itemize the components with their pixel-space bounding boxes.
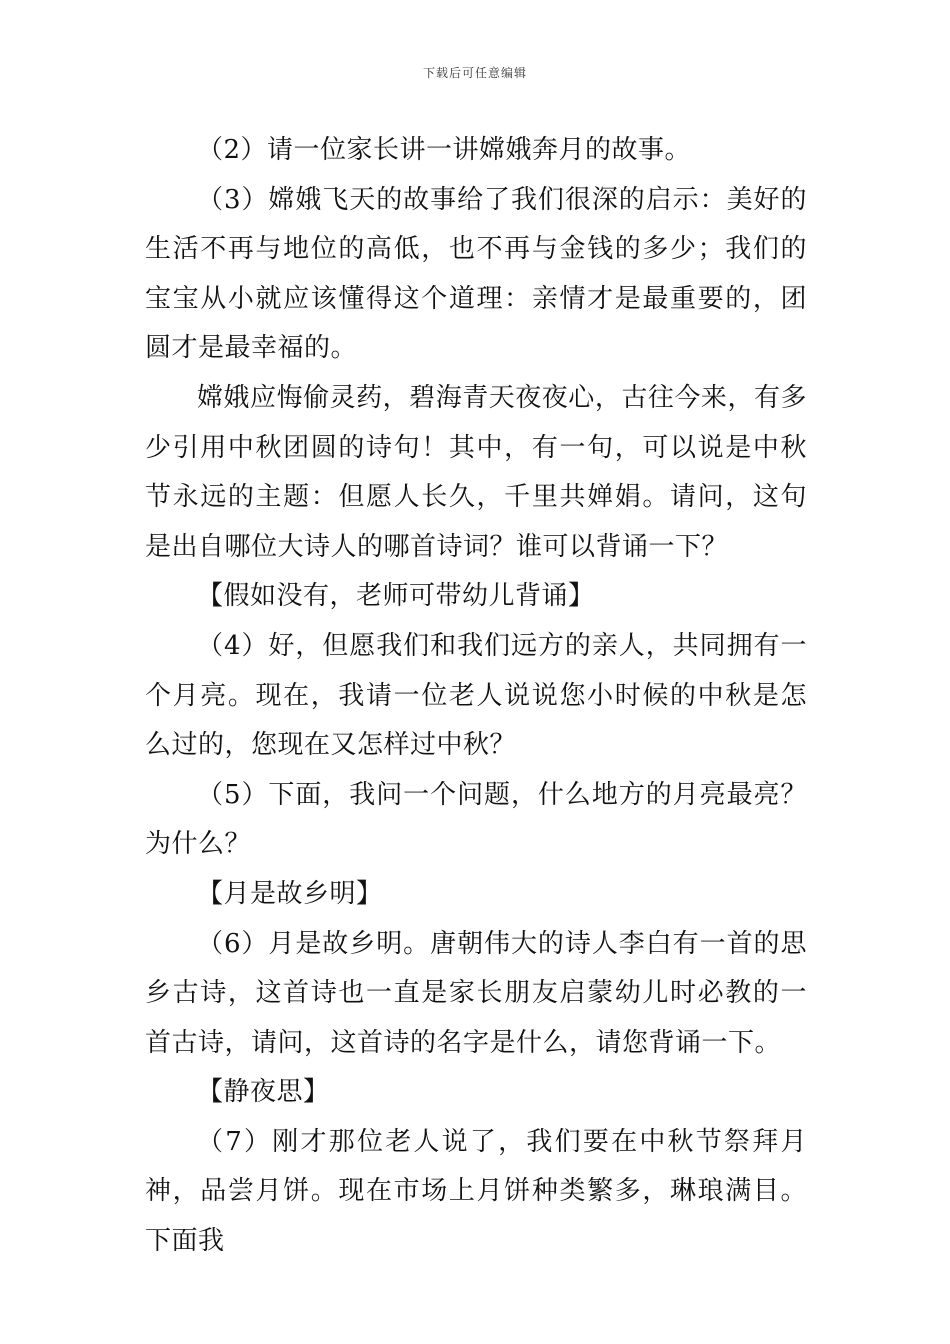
page-header-note: 下载后可任意编辑 [422, 66, 527, 80]
paragraph-answer-hometown-moon: 【月是故乡明】 [197, 878, 383, 909]
paragraph-step-7: （7）刚才那位老人说了，我们要在中秋节祭拜月神，品尝月饼。现在市场上月饼种类繁多，琳琅满目。下面我 [145, 1126, 807, 1257]
paragraph-step-6: （6）月是故乡明。唐朝伟大的诗人李白有一首的思乡古诗，这首诗也一直是家长朋友启蒙幼儿时必教的一首古诗，请问，这首诗的名字是什么，请您背诵一下。 [145, 928, 807, 1058]
document-body [145, 126, 807, 1267]
paragraph-poem-intro: 嫦娥应悔偷灵药，碧海青天夜夜心，古往今来，有多少引用中秋团圆的诗句！其中，有一句，可以说是中秋节永远的主题：但愿人长久，千里共婵娟。请问，这句是出自哪位大诗人的哪首诗词？谁可以背诵一下？ [145, 382, 807, 562]
paragraph-step-5: （5）下面，我问一个问题，什么地方的月亮最亮？为什么？ [145, 779, 807, 860]
paragraph-note-recite: 【假如没有，老师可带幼儿背诵】 [197, 581, 595, 612]
paragraph-step-3: （3）嫦娥飞天的故事给了我们很深的启示：美好的生活不再与地位的高低，也不再与金钱的多少；我们的宝宝从小就应该懂得这个道理：亲情才是最重要的，团圆才是最幸福的。 [145, 184, 807, 364]
paragraph-step-2: （2）请一位家长讲一讲嫦娥奔月的故事。 [197, 135, 692, 165]
paragraph-answer-poem-title: 【静夜思】 [197, 1077, 330, 1108]
paragraph-step-4: （4）好，但愿我们和我们远方的亲人，共同拥有一个月亮。现在，我请一位老人说说您小时候的中秋是怎么过的，您现在又怎样过中秋？ [145, 630, 807, 761]
